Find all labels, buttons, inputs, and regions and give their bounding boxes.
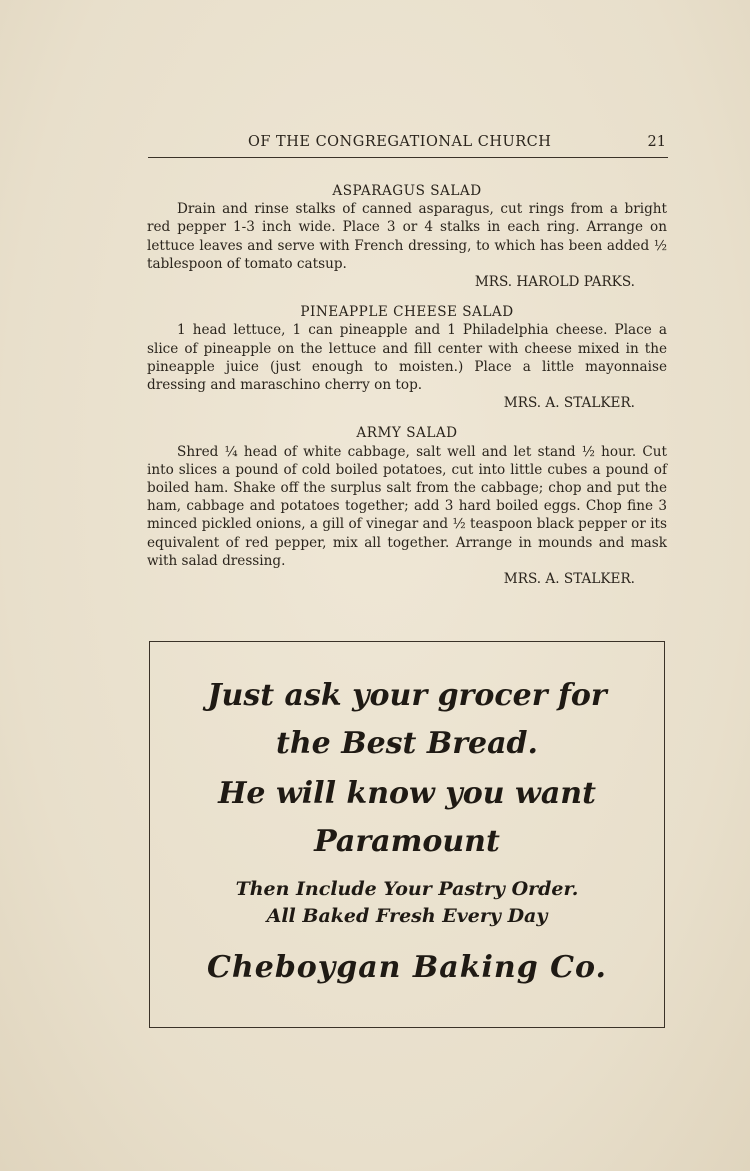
recipe-text: 1 head lettuce, 1 can pineapple and 1 Philadelphia cheese. Place a slice of pineapple on the lettuce and fill center with cheese mixed in the pineapple juice (just enough to moisten.) Place a little mayonnaise dressing and maraschino cherry on top. xyxy=(147,322,667,394)
ad-line-know-you-want: He will know you want xyxy=(218,776,596,811)
ad-line-paramount: Paramount xyxy=(314,824,500,859)
recipe-author: MRS. A. STALKER. xyxy=(503,571,635,588)
recipe-text: Shred ¼ head of white cabbage, salt well and let stand ½ hour. Cut into slices a pound of cold boiled potatoes, cut into little cubes a pound of boiled ham. Shake off the surplus salt from the cabbage; chop and put the ham, cabbage and potatoes together; add 3 hard boiled eggs. Chop fine 3 minced pickled onions, a gill of vinegar and ½ teaspoon black pepper or its equivalent of red pepper, mix all together. Arrange in mounds and mask with salad dressing. xyxy=(147,443,667,569)
ad-line-grocer: Just ask your grocer for xyxy=(207,678,607,713)
header-rule xyxy=(148,157,668,158)
ad-line-pastry-order: Then Include Your Pastry Order. xyxy=(235,878,579,900)
recipe-army-salad xyxy=(147,424,667,588)
running-header xyxy=(148,134,668,154)
recipe-author: MRS. A. STALKER. xyxy=(503,395,635,412)
recipe-author: MRS. HAROLD PARKS. xyxy=(474,274,635,291)
header-title: OF THE CONGREGATIONAL CHURCH xyxy=(248,134,552,150)
recipe-title: ARMY SALAD xyxy=(356,425,458,442)
recipe-asparagus-salad xyxy=(147,182,667,291)
bakery-advertisement xyxy=(149,641,665,1028)
ad-line-baked-fresh: All Baked Fresh Every Day xyxy=(266,905,548,927)
recipe-title: PINEAPPLE CHEESE SALAD xyxy=(300,304,514,321)
recipe-pineapple-cheese-salad xyxy=(147,303,667,412)
recipes-section xyxy=(147,182,667,600)
page-number: 21 xyxy=(647,134,666,150)
ad-line-best-bread: the Best Bread. xyxy=(276,726,538,761)
ad-line-company-name: Cheboygan Baking Co. xyxy=(207,950,607,985)
recipe-text: Drain and rinse stalks of canned asparagus, cut rings from a bright red pepper 1-3 inch wide. Place 3 or 4 stalks in each ring. Arrange on lettuce leaves and serve with French dressing, to which has been added ½ tablespoon of tomato catsup. xyxy=(147,201,667,272)
recipe-title: ASPARAGUS SALAD xyxy=(332,183,482,199)
